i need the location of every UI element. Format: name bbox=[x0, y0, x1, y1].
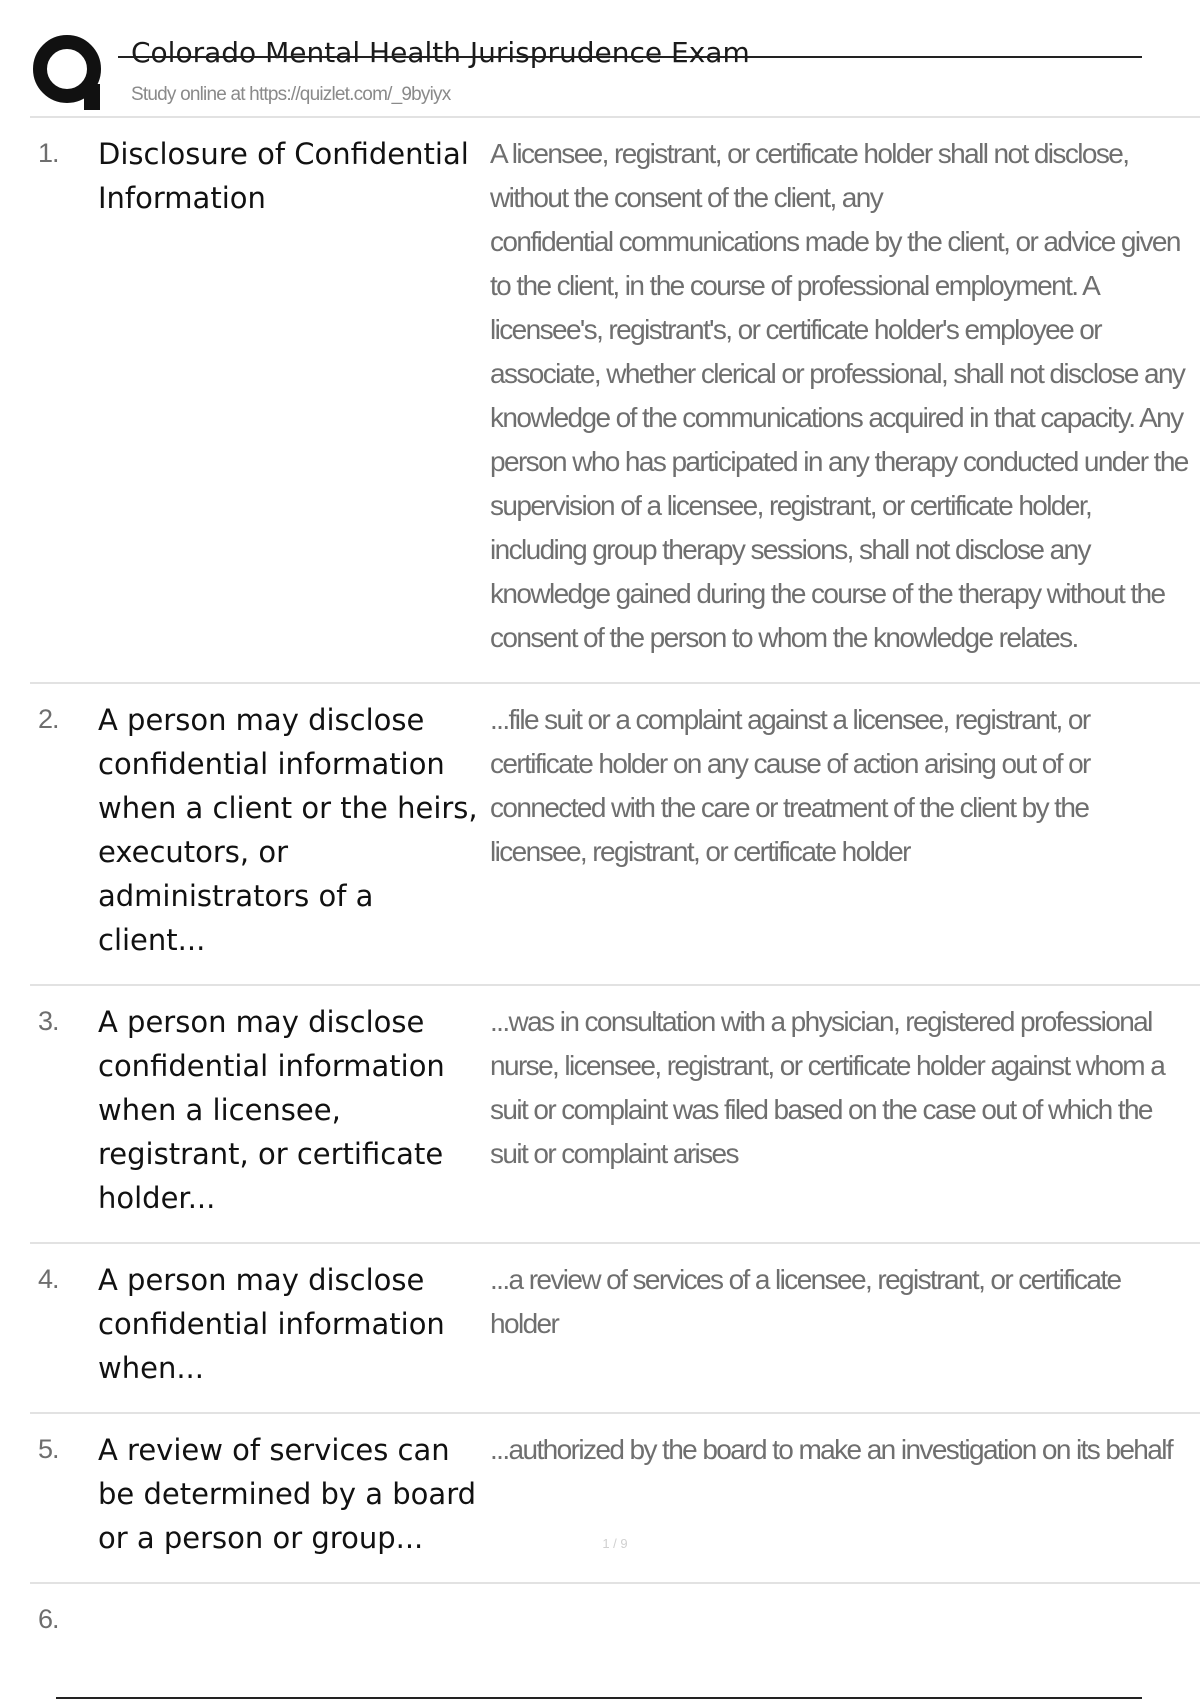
footer-rule bbox=[56, 1697, 1142, 1699]
card-term: A person may disclose confidential information when a client or the heirs, executors, or administrators of a client... bbox=[98, 703, 478, 957]
flashcard-row bbox=[30, 1584, 1200, 1662]
card-definition bbox=[490, 1598, 1200, 1640]
card-term: A person may disclose confidential information when a licensee, registrant, or certificate holder... bbox=[98, 1005, 445, 1215]
card-definition: ...file suit or a complaint against a licensee, registrant, or certificate holder on any cause of action arising out of or connected with the care or treatment of the client by the licensee, registrant, or certificate holder bbox=[490, 704, 1090, 867]
flashcard-row bbox=[30, 1414, 1200, 1584]
card-definition: A licensee, registrant, or certificate holder shall not disclose, without the consent of the client, any confidential communications made by the client, or advice given to the client, in the course of professional employment. A licensee's, registrant's, or certificate holder's employee or associate, whether clerical or professional, shall not disclose any knowledge of the communications acquired in that capacity. Any person who has participated in any therapy conducted under the supervision of a licensee, registrant, or certificate holder, including group therapy sessions, shall not disclose any knowledge gained during the course of the therapy without the consent of the person to whom the knowledge relates. bbox=[490, 138, 1188, 653]
quizlet-q-logo-icon bbox=[30, 32, 112, 114]
flashcard-row bbox=[30, 118, 1200, 684]
card-number: 2. bbox=[38, 704, 59, 734]
card-number: 4. bbox=[38, 1264, 59, 1294]
card-definition: ...authorized by the board to make an investigation on its behalf bbox=[490, 1434, 1173, 1465]
card-definition: ...a review of services of a licensee, registrant, or certificate holder bbox=[490, 1264, 1121, 1339]
study-online-link[interactable]: Study online at https://quizlet.com/_9byiyx bbox=[131, 84, 451, 105]
title-rule bbox=[118, 56, 1142, 58]
flashcard-row bbox=[30, 684, 1200, 986]
flashcard-list bbox=[30, 118, 1200, 1662]
card-definition: ...was in consultation with a physician, registered professional nurse, licensee, registrant, or certificate holder against whom a suit or complaint was filed based on the case out of which the suit or complaint arises bbox=[490, 1006, 1165, 1169]
document-title: Colorado Mental Health Jurisprudence Exam bbox=[131, 36, 750, 69]
card-number: 6. bbox=[38, 1604, 59, 1634]
card-number: 5. bbox=[38, 1434, 59, 1464]
card-number: 1. bbox=[38, 138, 59, 168]
card-term bbox=[98, 1598, 490, 1640]
card-term: Disclosure of Confidential Information bbox=[98, 137, 469, 215]
card-term: A person may disclose confidential information when... bbox=[98, 1263, 445, 1385]
flashcard-row bbox=[30, 986, 1200, 1244]
card-term: A review of services can be determined by a board or a person or group... bbox=[98, 1433, 477, 1555]
card-number: 3. bbox=[38, 1006, 59, 1036]
flashcard-row bbox=[30, 1244, 1200, 1414]
page-indicator: 1 / 9 bbox=[602, 1536, 628, 1551]
